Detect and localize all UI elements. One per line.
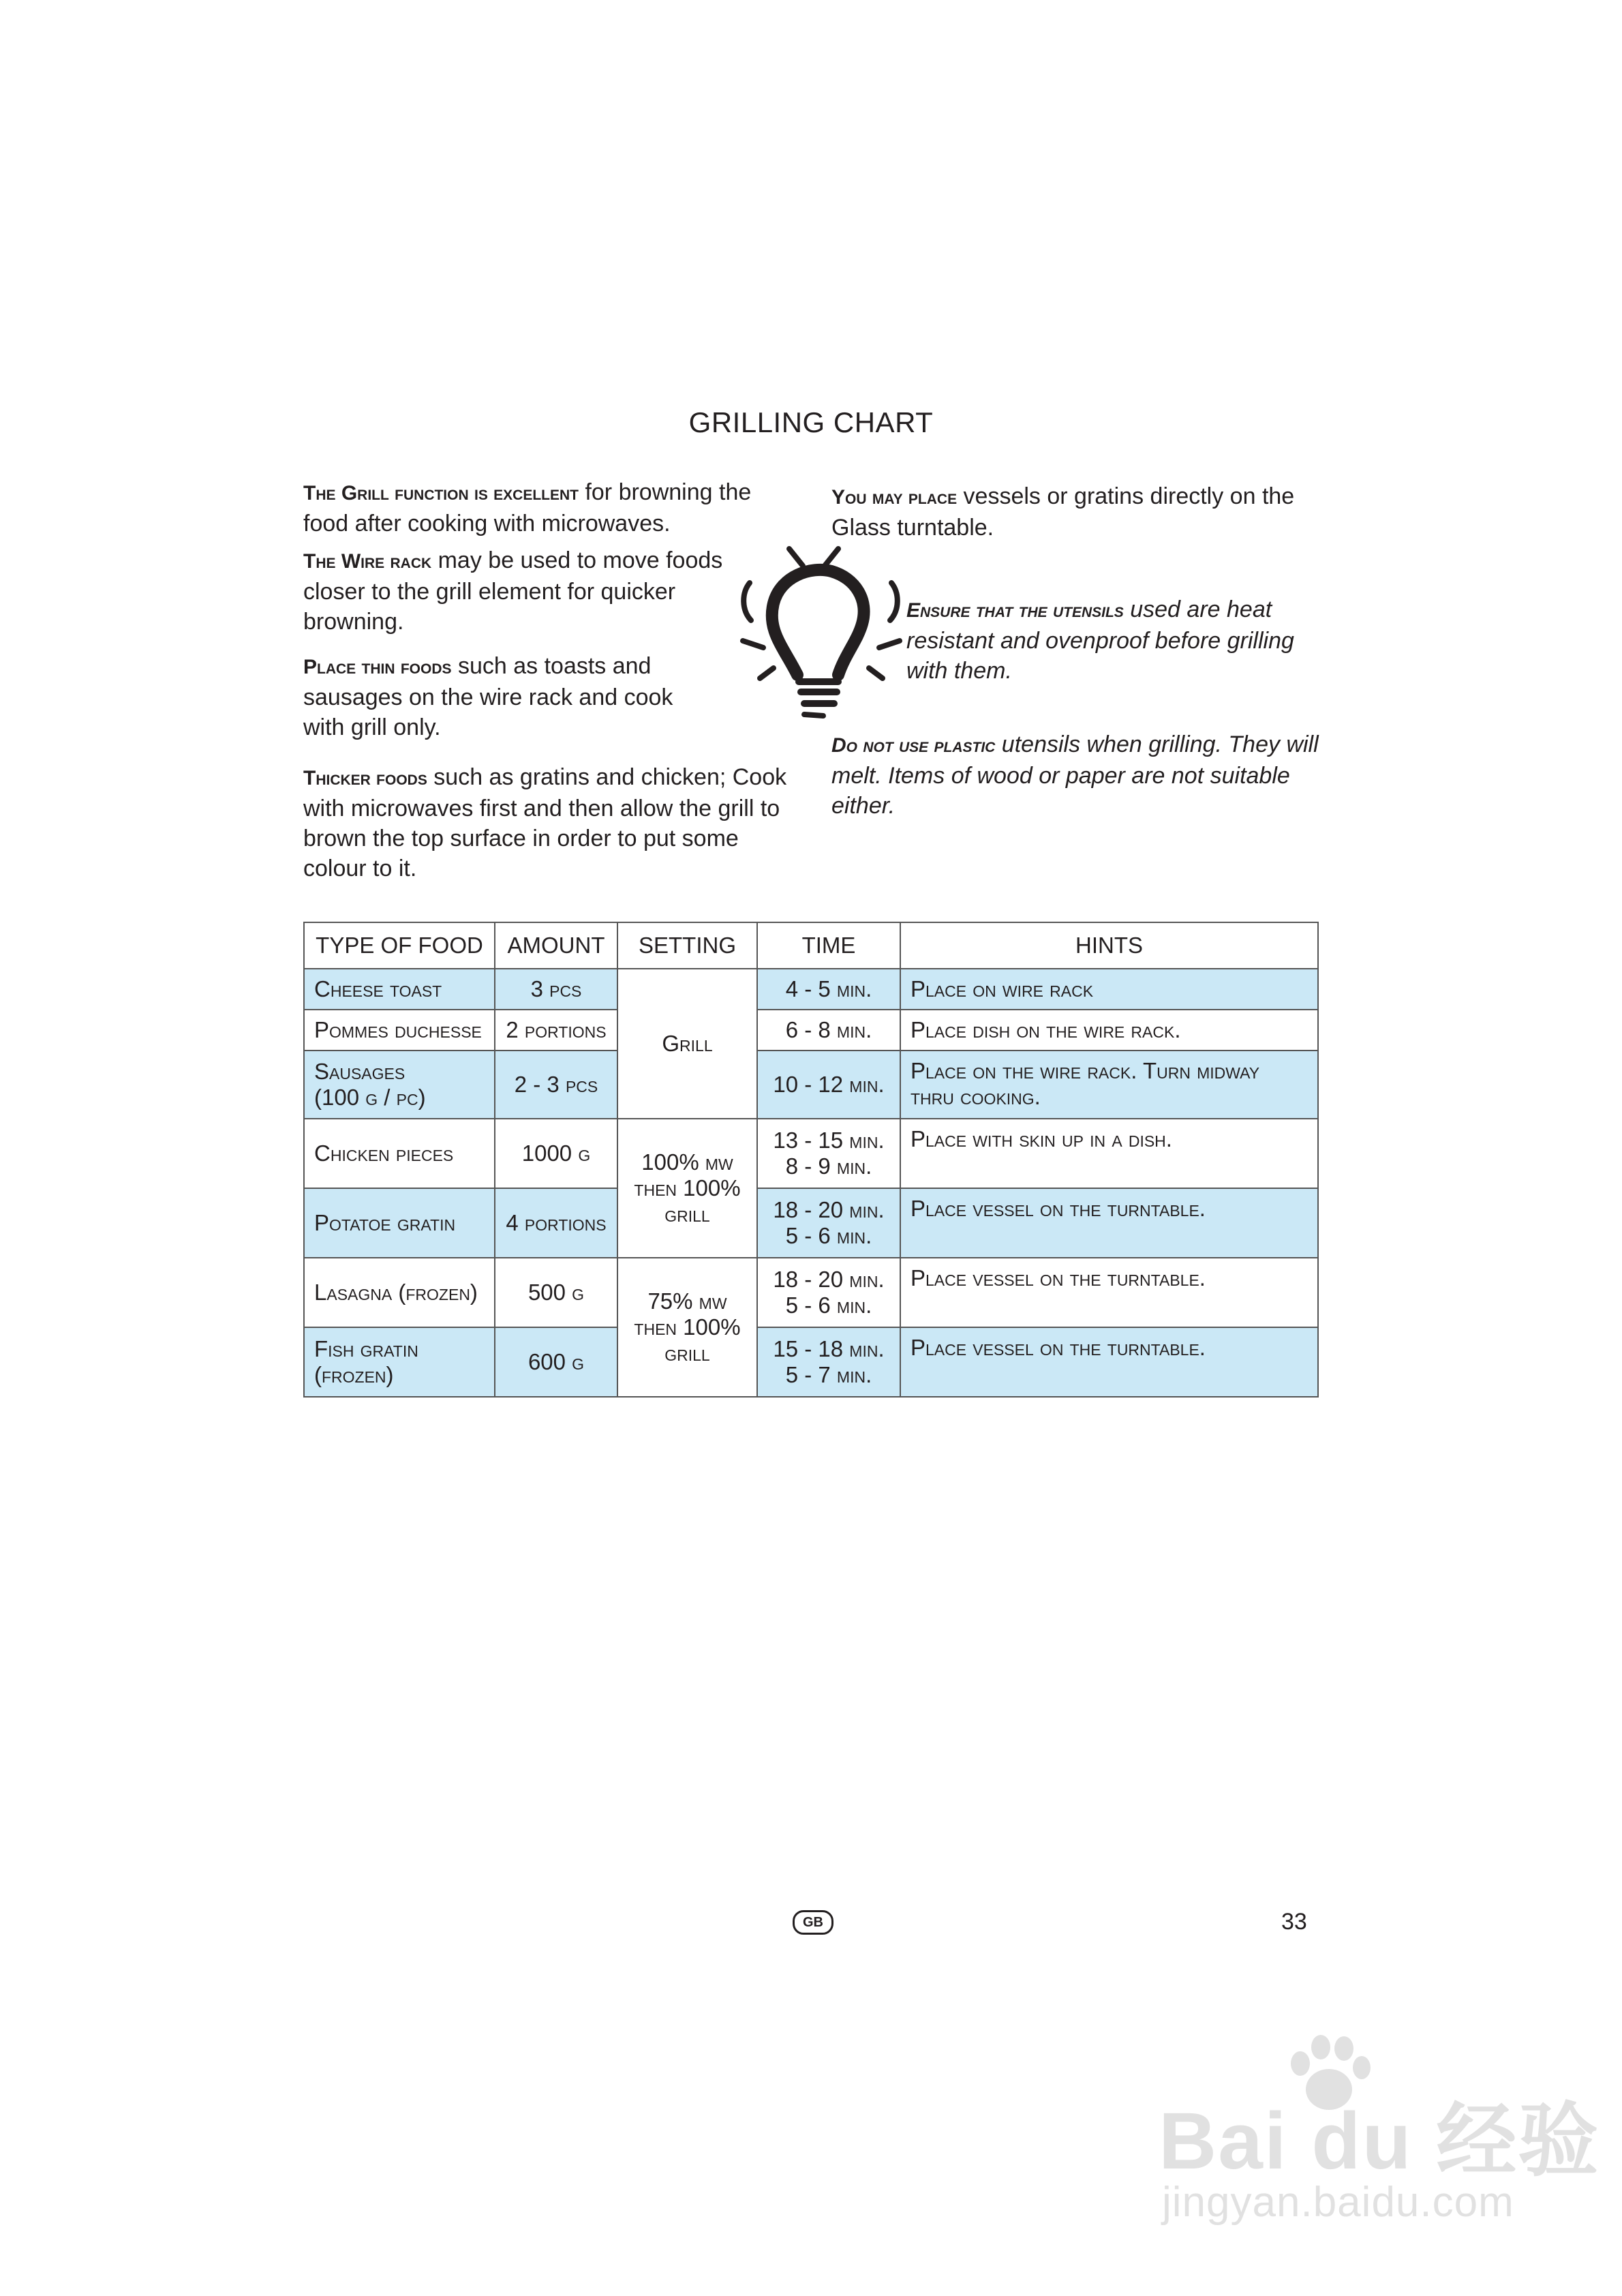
header-setting: SETTING [617,922,757,969]
time-cell: 6 - 8 min. [757,1010,900,1051]
intro-no-plastic: Do not use plastic utensils when grilling. They will melt. Items of wood or paper are not suitable either. [831,731,1319,819]
hint-cell: Place vessel on the turntable. [900,1327,1318,1397]
hint-cell: Place vessel on the turntable. [900,1258,1318,1327]
amount-cell: 2 portions [495,1010,617,1051]
food-cell: Chicken pieces [304,1119,495,1188]
time-cell: 4 - 5 min. [757,969,900,1010]
table-row [304,1119,1318,1188]
header-type-of-food: TYPE OF FOOD [304,922,495,969]
watermark-brand: Bai du 经验 [1159,2096,1600,2186]
setting-line-2: then 100% [634,1314,741,1340]
food-cell [304,1051,495,1119]
intro-thin-foods: Place thin foods such as toasts and sausages on the wire rack and cook with grill only. [303,653,673,740]
time-line-1: 18 - 20 min. [773,1197,885,1222]
header-amount: AMOUNT [495,922,617,969]
setting-line-1: 100% mw [641,1149,733,1175]
setting-cell-100mw [617,1119,757,1258]
table-header-row [304,922,1318,969]
hint-cell: Place on wire rack [900,969,1318,1010]
time-line-2: 8 - 9 min. [785,1153,872,1179]
intro-wire-rack: The Wire rack may be used to move foods closer to the grill element for quicker browning. [303,547,723,635]
amount-cell: 1000 g [495,1119,617,1188]
header-time: TIME [757,922,900,969]
table-row [304,1327,1318,1397]
setting-line-3: grill [664,1201,710,1226]
food-cell: Lasagna (frozen) [304,1258,495,1327]
food-detail: (100 g / pc) [314,1085,426,1110]
intro-you-may-place: You may place vessels or gratins directly on the Glass turntable. [831,483,1295,541]
hint-cell: Place with skin up in a dish. [900,1119,1318,1188]
page-number: 33 [1281,1909,1307,1935]
amount-cell: 500 g [495,1258,617,1327]
hint-cell: Place on the wire rack. Turn midway thru cooking. [900,1051,1318,1119]
food-cell: Pommes duchesse [304,1010,495,1051]
time-cell [757,1188,900,1258]
intro-grill-function: The Grill function is excellent for browning the food after cooking with microwaves. [303,479,752,537]
grilling-chart-table [303,922,1319,1398]
time-line-1: 15 - 18 min. [773,1336,885,1361]
table-row [304,1258,1318,1327]
time-cell [757,1327,900,1397]
table-row [304,969,1318,1010]
time-line-2: 5 - 6 min. [785,1293,872,1318]
time-cell [757,1258,900,1327]
food-cell: Cheese toast [304,969,495,1010]
setting-line-2: then 100% [634,1175,741,1200]
header-hints: HINTS [900,922,1318,969]
table-row [304,1010,1318,1051]
amount-cell: 2 - 3 pcs [495,1051,617,1119]
language-badge: GB [793,1910,833,1935]
hint-cell: Place dish on the wire rack. [900,1010,1318,1051]
food-cell [304,1327,495,1397]
time-cell: 10 - 12 min. [757,1051,900,1119]
intro-ensure-utensils: Ensure that the utensils used are heat resistant and ovenproof before grilling with them. [906,596,1294,684]
intro-thicker-foods: Thicker foods such as gratins and chicken; Cook with microwaves first and then allow the grill to brown the top surface in order to put some colour to it. [303,764,787,881]
time-line-2: 5 - 6 min. [785,1223,872,1248]
setting-cell-75mw [617,1258,757,1397]
time-cell [757,1119,900,1188]
table-row [304,1188,1318,1258]
time-line-1: 18 - 20 min. [773,1267,885,1292]
watermark-url: jingyan.baidu.com [1162,2179,1514,2226]
food-cell: Potatoe gratin [304,1188,495,1258]
table-row [304,1051,1318,1119]
page-title: GRILLING CHART [688,406,934,438]
amount-cell: 600 g [495,1327,617,1397]
lightbulb-icon [736,545,906,729]
hint-cell: Place vessel on the turntable. [900,1188,1318,1258]
food-detail: (frozen) [314,1362,394,1387]
amount-cell: 4 portions [495,1188,617,1258]
food-name: Sausages [314,1059,406,1084]
setting-line-3: grill [664,1340,710,1365]
setting-line-1: 75% mw [647,1288,727,1314]
setting-cell-grill: Grill [617,969,757,1119]
time-line-1: 13 - 15 min. [773,1128,885,1153]
amount-cell: 3 pcs [495,969,617,1010]
food-name: Fish gratin [314,1336,418,1361]
time-line-2: 5 - 7 min. [785,1362,872,1387]
